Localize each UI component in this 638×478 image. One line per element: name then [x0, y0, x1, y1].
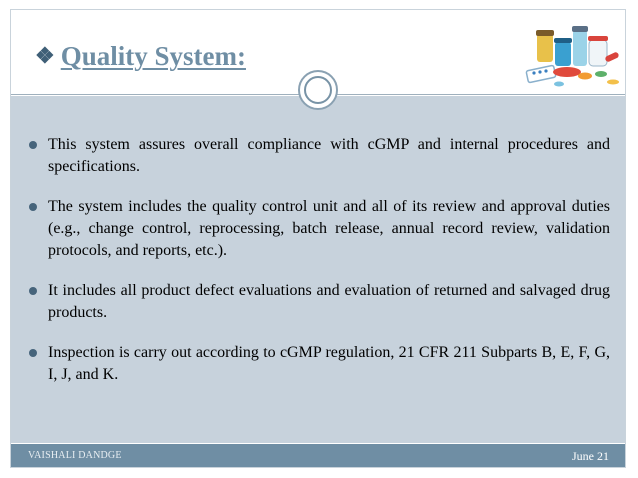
bullet-item: [26, 134, 610, 178]
bullet-text: It includes all product defect evaluations and evaluation of returned and salvaged drug products.: [48, 282, 610, 321]
bullet-dot-icon: [29, 141, 37, 149]
footer-date: June 21: [572, 449, 609, 463]
medicine-bottles-pills-icon: [523, 24, 623, 94]
bullet-text: Inspection is carry out according to cGMP regulation, 21 CFR 211 Subparts B, E, F, G, I, J, and K.: [48, 344, 610, 383]
bullet-item: [26, 280, 610, 324]
bullet-dot-icon: [29, 287, 37, 295]
slide-title: [35, 43, 246, 70]
diamond-bullet-icon: ❖: [35, 43, 55, 68]
bullet-list: [26, 134, 610, 404]
bullet-text: The system includes the quality control unit and all of its review and approval duties (e.g., change control, reprocessing, batch release, annual record review, validation protocols, and reports, etc.).: [48, 198, 610, 259]
bullet-item: [26, 196, 610, 262]
slide-title-text: Quality System:: [60, 41, 246, 71]
slide-content: [11, 96, 625, 443]
circle-ornament-icon: [298, 70, 338, 110]
bullet-text: This system assures overall compliance with cGMP and internal procedures and specifications.: [48, 136, 610, 175]
bullet-dot-icon: [29, 349, 37, 357]
bullet-item: [26, 342, 610, 386]
circle-ornament-inner: [304, 76, 332, 104]
slide-footer: [11, 444, 625, 467]
bullet-dot-icon: [29, 203, 37, 211]
footer-author: VAISHALI DANDGE: [28, 450, 122, 461]
